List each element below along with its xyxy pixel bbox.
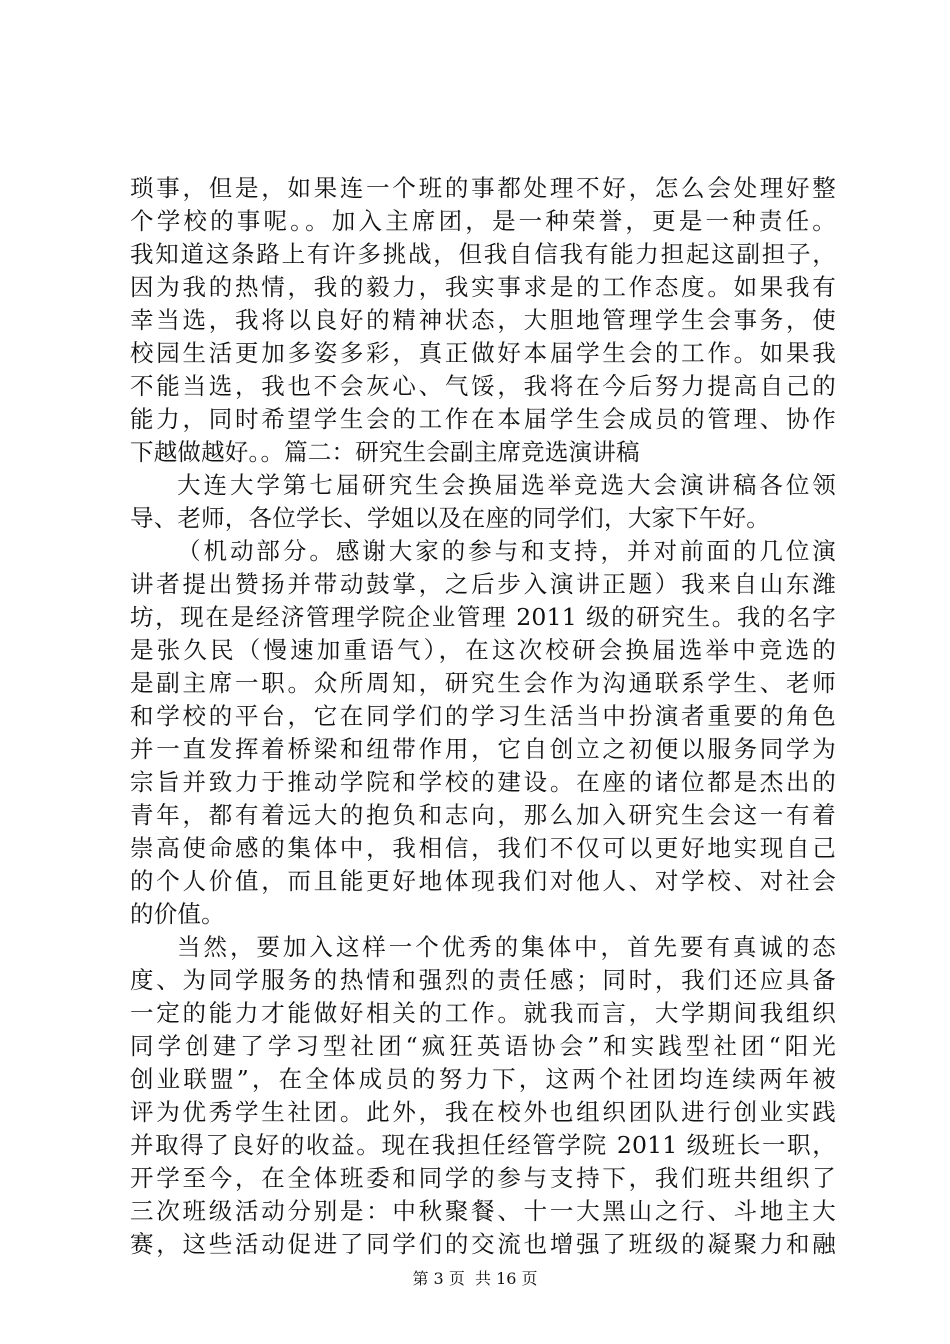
text-line: 下越做越好。。篇二：研究生会副主席竞选演讲稿 [130, 438, 640, 466]
text-line: 校园生活更加多姿多彩，真正做好本届学生会的工作。如果我 [130, 339, 836, 367]
text-line: 我知道这条路上有许多挑战，但我自信我有能力担起这副担子， [130, 240, 836, 268]
page-number-label: 第 3 页 共 16 页 [412, 1269, 538, 1288]
text-line: 不能当选，我也不会灰心、气馁，我将在今后努力提高自己的 [130, 372, 836, 400]
text-line: 大连大学第七届研究生会换届选举竞选大会演讲稿各位领 [177, 471, 836, 499]
text-line: 的个人价值，而且能更好地体现我们对他人、对学校、对社会 [130, 867, 836, 895]
text-line: 坊，现在是经济管理学院企业管理 2011 级的研究生。我的名字 [130, 603, 836, 631]
text-line: 青年，都有着远大的抱负和志向，那么加入研究生会这一有着 [130, 801, 836, 829]
text-line: 三次班级活动分别是：中秋聚餐、十一大黑山之行、斗地主大 [130, 1197, 836, 1225]
text-line: 创业联盟”，在全体成员的努力下，这两个社团均连续两年被 [130, 1065, 836, 1093]
text-line: 并一直发挥着桥梁和纽带作用，它自创立之初便以服务同学为 [130, 735, 836, 763]
text-line: 一定的能力才能做好相关的工作。就我而言，大学期间我组织 [130, 999, 836, 1027]
text-line: （机动部分。感谢大家的参与和支持，并对前面的几位演 [177, 537, 836, 565]
text-line: 崇高使命感的集体中，我相信，我们不仅可以更好地实现自己 [130, 834, 836, 862]
text-line: 的价值。 [130, 900, 225, 928]
text-line: 讲者提出赞扬并带动鼓掌，之后步入演讲正题）我来自山东潍 [130, 570, 836, 598]
text-line: 度、为同学服务的热情和强烈的责任感；同时，我们还应具备 [130, 966, 836, 994]
text-line: 导、老师，各位学长、学姐以及在座的同学们，大家下午好。 [130, 504, 770, 532]
text-line: 宗旨并致力于推动学院和学校的建设。在座的诸位都是杰出的 [130, 768, 836, 796]
text-line: 是张久民（慢速加重语气），在这次校研会换届选举中竞选的 [130, 636, 836, 664]
text-line: 开学至今，在全体班委和同学的参与支持下，我们班共组织了 [130, 1164, 836, 1192]
text-line: 因为我的热情，我的毅力，我实事求是的工作态度。如果我有 [130, 273, 836, 301]
document-body [130, 172, 836, 1261]
text-line: 琐事，但是，如果连一个班的事都处理不好，怎么会处理好整 [130, 174, 836, 202]
text-line: 幸当选，我将以良好的精神状态，大胆地管理学生会事务，使 [130, 306, 836, 334]
page-footer [0, 1268, 950, 1290]
text-line: 个学校的事呢。。加入主席团，是一种荣誉，更是一种责任。 [130, 207, 836, 235]
text-line: 和学校的平台，它在同学们的学习生活当中扮演者重要的角色 [130, 702, 836, 730]
text-line: 并取得了良好的收益。现在我担任经管学院 2011 级班长一职， [130, 1131, 836, 1159]
text-line: 是副主席一职。众所周知，研究生会作为沟通联系学生、老师 [130, 669, 836, 697]
text-line: 能力，同时希望学生会的工作在本届学生会成员的管理、协作 [130, 405, 836, 433]
text-line: 赛，这些活动促进了同学们的交流也增强了班级的凝聚力和融 [130, 1230, 836, 1258]
text-line: 同学创建了学习型社团“疯狂英语协会”和实践型社团“阳光 [130, 1032, 836, 1060]
text-line: 当然，要加入这样一个优秀的集体中，首先要有真诚的态 [177, 933, 836, 961]
text-line: 评为优秀学生社团。此外，我在校外也组织团队进行创业实践 [130, 1098, 836, 1126]
